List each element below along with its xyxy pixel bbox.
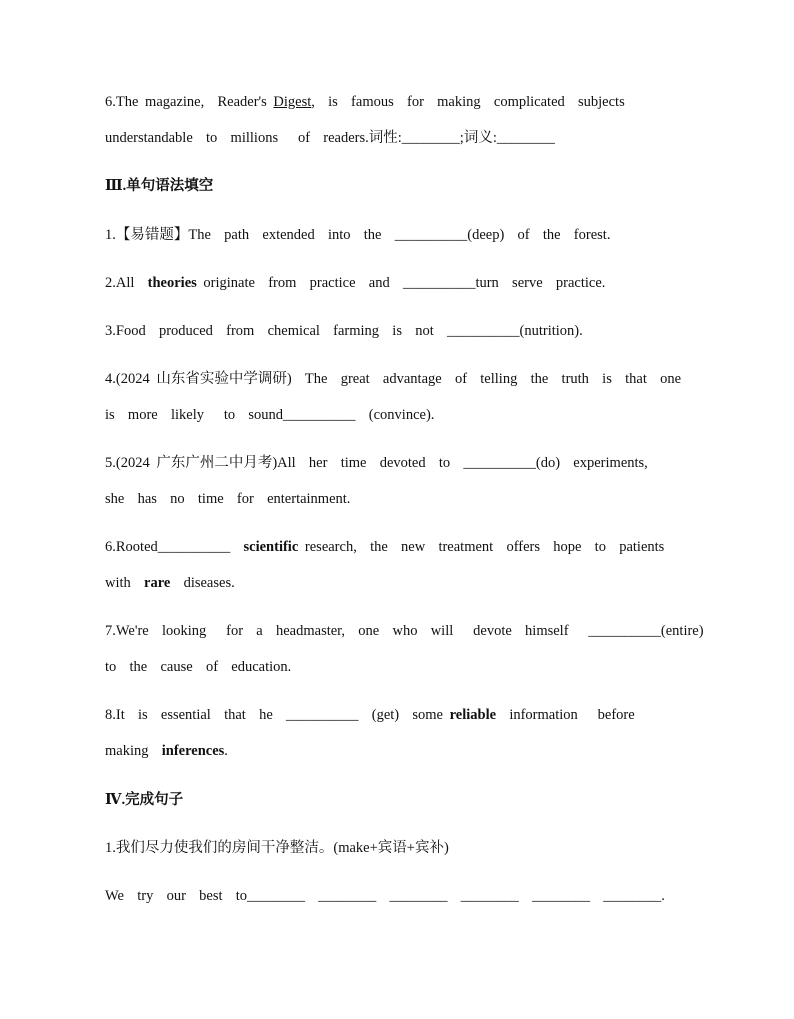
s3-item8-l2-post: . — [224, 743, 228, 759]
s3-item2 — [105, 274, 605, 292]
s3-item7-line1: 7.We're looking for a headmaster, one who will devote himself __________(entire) — [105, 623, 704, 639]
s3-item7-line2: to the cause of education. — [105, 659, 292, 675]
s3-item6-l2-bold: rare — [144, 575, 171, 591]
s3-item4-line1: 4.(2024 山东省实验中学调研) The great advantage of telling the truth is that one — [105, 371, 682, 387]
s3-item6-line1 — [105, 538, 664, 556]
q6-underlined-word: Digest — [273, 94, 312, 110]
s4-item1-answer: We try our best to________ ________ ________ ________ ________ ________. — [105, 888, 665, 904]
q6-vocab-line2: understandable to millions of readers.词性:________;词义:________ — [105, 130, 555, 146]
s3-item8-line2 — [105, 742, 228, 760]
q6-line1-pre: 6.The magazine, Reader's — [105, 94, 274, 110]
s3-item8-post: information before — [496, 707, 635, 723]
s3-item6-l2-post: diseases. — [170, 575, 235, 591]
s3-item2-bold: theories — [147, 275, 197, 291]
section3-heading: Ⅲ.单句语法填空 — [105, 178, 214, 194]
s3-item6-post: research, the new treatment offers hope to patients — [298, 539, 665, 555]
s3-item4-line2: is more likely to sound__________ (convince). — [105, 407, 435, 423]
s3-item2-post: originate from practice and __________turn serve practice. — [196, 275, 606, 291]
s3-item8-line1 — [105, 706, 635, 724]
s4-item1-prompt: 1.我们尽力使我们的房间干净整洁。(make+宾语+宾补) — [105, 840, 449, 856]
s3-item5-line1: 5.(2024 广东广州二中月考)All her time devoted to __________(do) experiments, — [105, 455, 648, 471]
s3-item6-line2 — [105, 574, 235, 592]
s3-item8-l2-pre: making — [105, 743, 162, 759]
s3-item6-l2-pre: with — [105, 575, 145, 591]
q6-vocab-line1 — [105, 93, 625, 111]
s3-item8-l2-bold: inferences — [161, 743, 225, 759]
q6-line1-post: , is famous for making complicated subjects — [311, 94, 625, 110]
s3-item8-bold: reliable — [449, 707, 497, 723]
s3-item5-line2: she has no time for entertainment. — [105, 491, 351, 507]
s3-item3: 3.Food produced from chemical farming is not __________(nutrition). — [105, 323, 583, 339]
s3-item6-bold: scientific — [243, 539, 299, 555]
s3-item8-pre: 8.It is essential that he __________ (get) some — [105, 707, 450, 723]
s3-item6-pre: 6.Rooted__________ — [105, 539, 244, 555]
s3-item1: 1.【易错题】The path extended into the __________(deep) of the forest. — [105, 227, 611, 243]
s3-item2-pre: 2.All — [105, 275, 148, 291]
section4-heading: Ⅳ.完成句子 — [105, 792, 184, 808]
